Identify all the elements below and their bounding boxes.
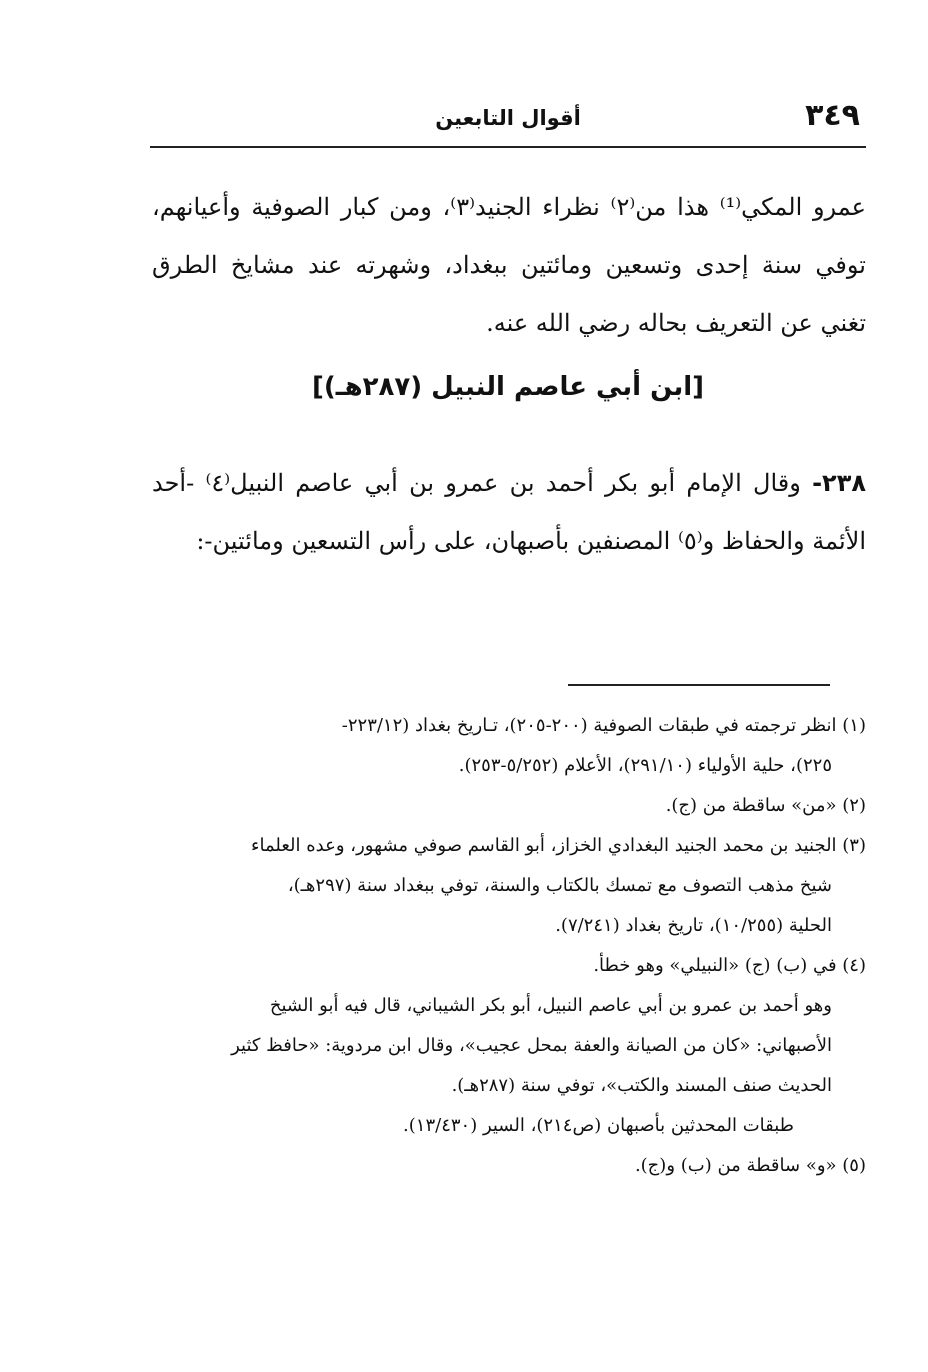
footnote-2: (٢) «من» ساقطة من (ج).	[665, 795, 866, 816]
entry-paragraph	[152, 454, 866, 570]
running-title: أقوال التابعين	[435, 106, 581, 130]
footnote-4-note-line-2: الأصبهاني: «كان من الصيانة والعفة بمحل عجيب»، وقال ابن مردوية: «حافظ كثير	[231, 1035, 832, 1056]
footnotes	[152, 706, 866, 1186]
footnote-5: (٥) «و» ساقطة من (ب) و(ج).	[634, 1155, 866, 1176]
body-paragraph	[152, 178, 866, 352]
footnote-3-line-2: شيخ مذهب التصوف مع تمسك بالكتاب والسنة، توفي ببغداد سنة (٢٩٧هـ)،	[287, 875, 832, 896]
narration-entry	[152, 454, 866, 570]
footnote-4-sources: طبقات المحدثين بأصبهان (ص٢١٤)، السير (١٣/٤٣٠).	[403, 1115, 794, 1136]
section-heading: [ابن أبي عاصم النبيل (٢٨٧هـ)]	[311, 372, 705, 402]
footnote-1: (١) انظر ترجمته في طبقات الصوفية (٢٠٠-٢٠٥)، تـاريخ بغداد (٢٢٣/١٢-	[341, 715, 866, 736]
footnote-divider	[568, 684, 830, 686]
footnote-1-continued: ٢٢٥)، حلية الأولياء (٢٩١/١٠)، الأعلام (٥/٢٥٢-٢٥٣).	[458, 755, 832, 776]
page-header	[150, 98, 866, 148]
page-number: ٣٤٩	[805, 98, 860, 133]
footnote-4: (٤) في (ب) (ج) «النبيلي» وهو خطأ.	[593, 955, 866, 976]
entry-text: وقال الإمام أبو بكر أحمد بن عمرو بن أبي عاصم النبيل⁽٤⁾ -أحد الأئمة والحفاظ و⁽٥⁾ المصنفين بأصبهان، على رأس التسعين ومائتين-:	[152, 469, 866, 555]
entry-number: ٢٣٨-	[812, 469, 866, 497]
footnote-3: (٣) الجنيد بن محمد الجنيد البغدادي الخزاز، أبو القاسم صوفي مشهور، وعده العلماء	[251, 835, 866, 856]
paragraph-text: عمرو المكي⁽¹⁾ هذا من⁽٢⁾ نظراء الجنيد⁽٣⁾، ومن كبار الصوفية وأعيانهم، توفي سنة إحدى وتسعين ومائتين ببغداد، وشهرته عند مشايخ الطرق تغني عن التعريف بحاله رضي الله عنه.	[152, 193, 866, 337]
footnote-4-note-line-1: وهو أحمد بن عمرو بن أبي عاصم النبيل، أبو بكر الشيباني، قال فيه أبو الشيخ	[269, 995, 832, 1016]
footnote-3-line-3: الحلية (١٠/٢٥٥)، تاريخ بغداد (٧/٢٤١).	[555, 915, 832, 936]
footnote-4-note-line-3: الحديث صنف المسند والكتب»، توفي سنة (٢٨٧هـ).	[451, 1075, 832, 1096]
